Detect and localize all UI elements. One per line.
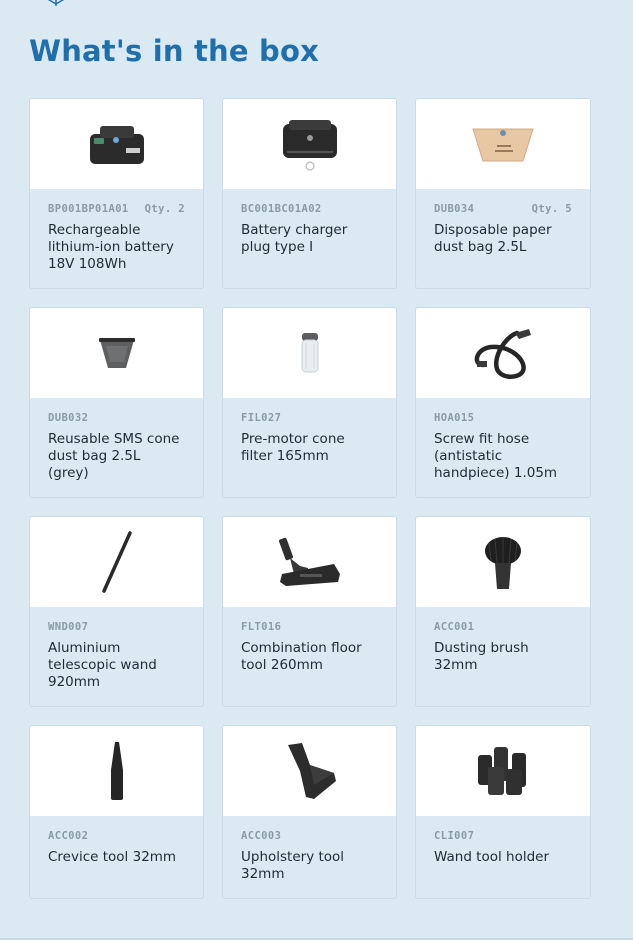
items-grid (29, 98, 591, 899)
item-card (29, 516, 204, 707)
crevice-tool-icon (107, 740, 127, 802)
item-card (222, 98, 397, 289)
item-code: BC001BC01A02 (241, 203, 322, 215)
tool-holder-icon (474, 743, 532, 799)
item-image (223, 517, 396, 607)
item-image (416, 308, 590, 398)
item-image (416, 517, 590, 607)
filter-icon (299, 331, 321, 375)
item-name: Reusable SMS cone dust bag 2.5L (grey) (48, 431, 180, 481)
item-card (415, 98, 591, 289)
item-name: Aluminium telescopic wand 920mm (48, 640, 157, 690)
item-image (416, 99, 590, 189)
item-code: CLI007 (434, 830, 475, 842)
item-code: WND007 (48, 621, 89, 633)
item-name: Wand tool holder (434, 849, 550, 865)
item-name: Disposable paper dust bag 2.5L (434, 222, 552, 255)
item-card (222, 516, 397, 707)
item-code: ACC001 (434, 621, 475, 633)
item-name: Crevice tool 32mm (48, 849, 177, 865)
item-image (30, 517, 203, 607)
item-name: Combination floor tool 260mm (241, 640, 362, 673)
item-code: FLT016 (241, 621, 282, 633)
item-image (223, 99, 396, 189)
cone-bag-icon (98, 336, 136, 370)
item-card (415, 516, 591, 707)
item-card (222, 307, 397, 498)
item-image (223, 726, 396, 816)
item-name: Screw fit hose (antistatic handpiece) 1.05m (434, 431, 558, 481)
item-code: DUB034 (434, 203, 475, 215)
floor-tool-icon (278, 534, 342, 590)
item-code: ACC003 (241, 830, 282, 842)
upholstery-tool-icon (280, 741, 340, 801)
item-image (30, 726, 203, 816)
item-code: HOA015 (434, 412, 475, 424)
item-name: Rechargeable lithium-ion battery 18V 108Wh (48, 222, 174, 272)
item-image (30, 308, 203, 398)
hose-icon (471, 325, 535, 381)
item-card (29, 98, 204, 289)
page-title: What's in the box (29, 34, 320, 68)
item-code: DUB032 (48, 412, 89, 424)
dusting-brush-icon (481, 531, 525, 593)
item-card (29, 725, 204, 899)
item-image (416, 726, 590, 816)
item-code: BP001BP01A01 (48, 203, 129, 215)
item-name: Pre-motor cone filter 165mm (241, 431, 345, 464)
box-icon (44, 0, 68, 6)
item-qty: Qty. 5 (531, 203, 572, 215)
item-card (222, 725, 397, 899)
item-image (223, 308, 396, 398)
charger-icon (279, 116, 341, 172)
item-card (29, 307, 204, 498)
item-name: Upholstery tool 32mm (241, 849, 345, 882)
item-image (30, 99, 203, 189)
paper-bag-icon (471, 125, 535, 163)
item-card (415, 307, 591, 498)
item-name: Battery charger plug type I (241, 222, 348, 255)
item-card (415, 725, 591, 899)
item-name: Dusting brush 32mm (434, 640, 529, 673)
item-code: ACC002 (48, 830, 89, 842)
item-qty: Qty. 2 (144, 203, 185, 215)
item-code: FIL027 (241, 412, 282, 424)
wand-icon (100, 531, 134, 593)
battery-icon (86, 120, 148, 168)
